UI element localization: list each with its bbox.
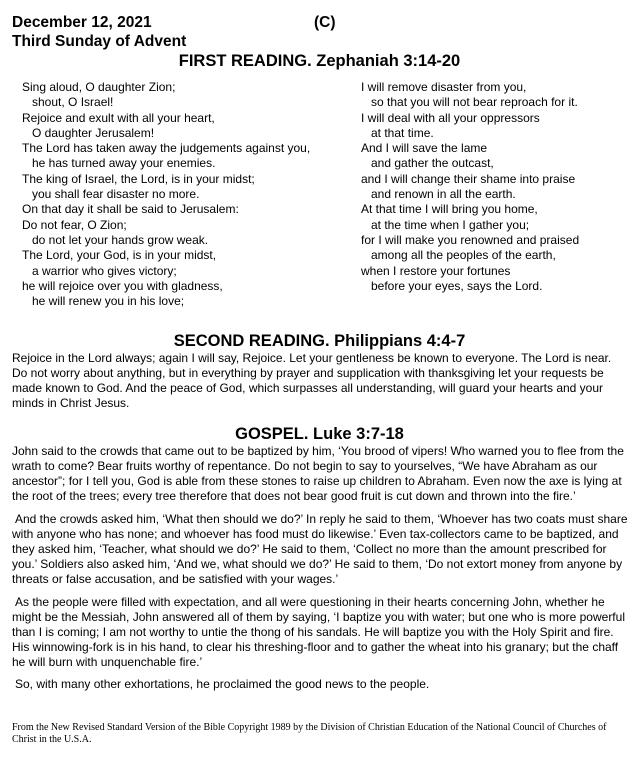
- gospel-title: GOSPEL. Luke 3:7-18: [235, 425, 404, 443]
- verse-line: you shall fear disaster no more.: [32, 187, 200, 202]
- verse-line: a warrior who gives victory;: [32, 263, 177, 278]
- verse-line: at that time.: [371, 125, 434, 140]
- first-reading-right-column: [361, 80, 631, 294]
- verse-line: And I will save the lame: [361, 141, 488, 156]
- verse-line: for I will make you renowned and praised: [361, 232, 580, 247]
- verse-line: at the time when I gather you;: [371, 217, 530, 232]
- verse-line: he will renew you in his love;: [32, 294, 185, 309]
- gospel-paragraph: And the crowds asked him, ‘What then should we do?’ In reply he said to them, ‘Whoever has two coats must share with anyone who has none; and whoever has food must do likewise.’ Even tax-collectors came to be baptized, and they asked him, ‘Teacher, what should we do?’ He said to them, ‘Collect no more than the amount prescribed for you.’ Soldiers also asked him, ‘And we, what should we do?’ He said to them, ‘Do not extort money from anyone by threats or false accusation, and be satisfied with your wages.’: [12, 512, 628, 586]
- verse-line: do not let your hands grow weak.: [32, 232, 209, 247]
- verse-line: so that you will not bear reproach for it.: [371, 95, 578, 110]
- verse-line: Do not fear, O Zion;: [22, 217, 127, 232]
- verse-line: and gather the outcast,: [371, 156, 494, 171]
- verse-line: On that day it shall be said to Jerusalem:: [22, 202, 239, 217]
- verse-line: shout, O Israel!: [32, 95, 114, 110]
- verse-line: The king of Israel, the Lord, is in your midst;: [22, 171, 255, 186]
- verse-line: among all the peoples of the earth,: [371, 248, 556, 263]
- verse-line: he will rejoice over you with gladness,: [22, 278, 223, 293]
- verse-line: O daughter Jerusalem!: [32, 125, 155, 140]
- copyright-notice: From the New Revised Standard Version of the Bible Copyright 1989 by the Division of Christian Education of the National Council of Churches of Christ in the U.S.A.: [12, 722, 607, 745]
- liturgical-day-heading: Third Sunday of Advent: [12, 33, 187, 50]
- verse-line: Rejoice and exult with all your heart,: [22, 110, 215, 125]
- verse-line: and I will change their shame into praise: [361, 171, 576, 186]
- verse-line: I will remove disaster from you,: [361, 80, 527, 94]
- first-reading-title: FIRST READING. Zephaniah 3:14-20: [178, 52, 461, 70]
- lectionary-cycle: (C): [314, 14, 336, 31]
- verse-line: when I restore your fortunes: [361, 263, 511, 278]
- gospel-paragraph: As the people were filled with expectation, and all were questioning in their hearts concerning John, whether he might be the Messiah, John answered all of them by saying, ‘I baptize you with water; but one who is more powerful than I is coming; I am not worthy to untie the thong of his sandals. He will baptize you with the Holy Spirit and fire. His winnowing-fork is in his hand, to clear his threshing-floor and to gather the wheat into his granary; but the chaff he will burn with unquenchable fire.’: [12, 595, 625, 669]
- verse-line: before your eyes, says the Lord.: [371, 278, 543, 293]
- verse-line: The Lord has taken away the judgements against you,: [22, 141, 311, 156]
- gospel-paragraph: So, with many other exhortations, he proclaimed the good news to the people.: [15, 677, 430, 691]
- verse-line: and renown in all the earth.: [371, 187, 516, 202]
- second-reading-title: SECOND READING. Philippians 4:4-7: [173, 332, 466, 350]
- verse-line: At that time I will bring you home,: [361, 202, 538, 217]
- verse-line: I will deal with all your oppressors: [361, 110, 540, 125]
- date-heading: December 12, 2021: [12, 14, 152, 31]
- gospel-paragraph: John said to the crowds that came out to be baptized by him, ‘You brood of vipers! Who warned you to flee from the wrath to come? Bear fruits worthy of repentance. Do not begin to say to yourselves, “We have Abraham as our ancestor”; for I tell you, God is able from these stones to raise up children to Abraham. Even now the axe is lying at the root of the trees; every tree therefore that does not bear good fruit is cut down and thrown into the fire.’: [12, 444, 624, 503]
- first-reading-left-column: [22, 80, 342, 309]
- verse-line: he has turned away your enemies.: [32, 156, 216, 171]
- verse-line: The Lord, your God, is in your midst,: [22, 248, 217, 263]
- verse-line: Sing aloud, O daughter Zion;: [22, 80, 176, 94]
- second-reading-text: Rejoice in the Lord always; again I will say, Rejoice. Let your gentleness be known to everyone. The Lord is near. Do not worry about anything, but in everything by prayer and supplication with thanksgiving let your requests be made known to God. And the peace of God, which surpasses all understanding, will guard your hearts and your minds in Christ Jesus.: [12, 351, 612, 410]
